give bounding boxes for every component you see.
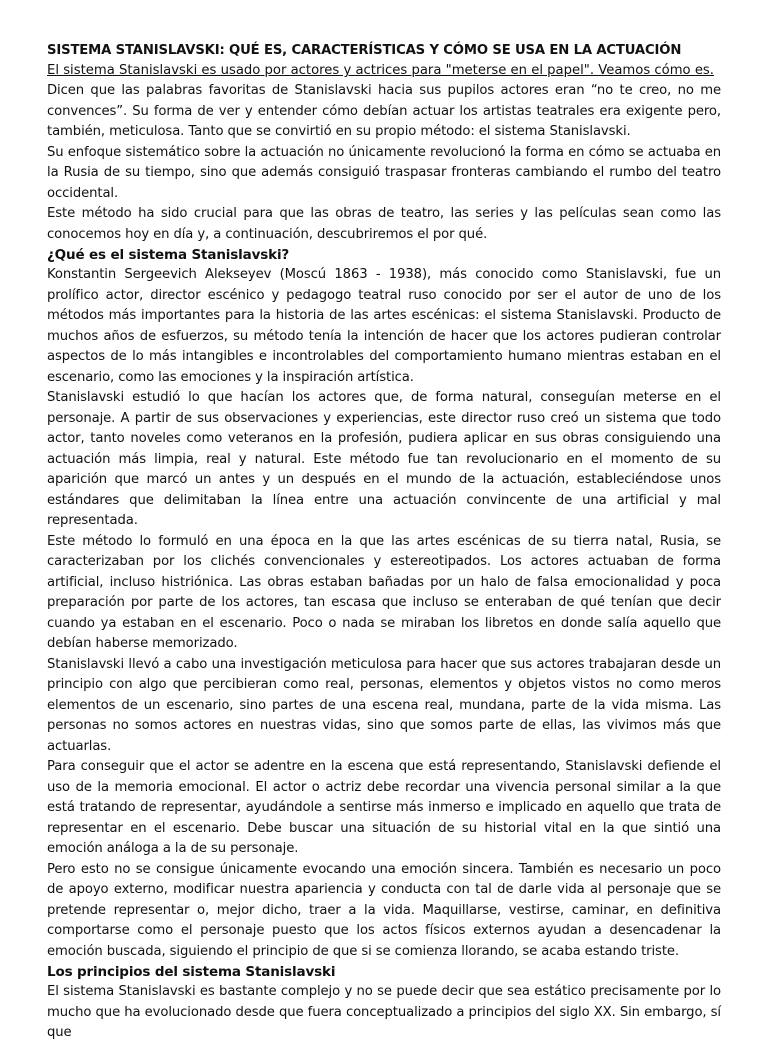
body-paragraph: Para conseguir que el actor se adentre en la escena que está representando, Stanislavski defiende el uso de la memoria emocional. El actor o actriz debe recordar una vivencia personal similar a la que está tratando de representar, ayudándole a sentirse más inmerso e implicado en aquello que trata de representar en el escenario. Debe buscar una situación de su historial vital en la que sintió una emoción análoga a la de su personaje. [47, 759, 721, 857]
body-paragraph: Este método lo formuló en una época en la que las artes escénicas de su tierra natal, Rusia, se caracterizaban por los clichés convencionales y estereotipados. Los actores actuaban de forma artificial, incluso histriónica. Las obras estaban bañadas por un halo de falsa emocionalidad y poca preparación por parte de los actores, tan escasa que incluso se enteraban de qué tenían que decir cuando ya estaban en el escenario. Poco o nada se miraban los libretos en donde salía aquello que debían haberse memorizado. [47, 533, 721, 652]
intro-paragraph: Dicen que las palabras favoritas de Stanislavski hacia sus pupilos actores eran “no te creo, no me convences”. Su forma de ver y entender cómo debían actuar los artistas teatrales era exigente pero, también, meticulosa. Tanto que se convirtió en su propio método: el sistema Stanislavski. [47, 83, 721, 140]
body-paragraph: Stanislavski llevó a cabo una investigación meticulosa para hacer que sus actores trabajaran desde un principio con algo que percibieran como real, personas, elementos y objetos vistos no como meros elementos de un escenario, sino partes de una escena real, mundana, parte de la vida misma. Las personas no somos actores en nuestras vidas, sino que somos parte de ellas, las vivimos más que actuarlas. [47, 656, 721, 754]
document-title: SISTEMA STANISLAVSKI: QUÉ ES, CARACTERÍSTICAS Y CÓMO SE USA EN LA ACTUACIÓN [47, 43, 682, 58]
body-paragraph: Stanislavski estudió lo que hacían los actores que, de forma natural, conseguían meterse en el personaje. A partir de sus observaciones y experiencias, este director ruso creó un sistema que todo actor, tanto noveles como veteranos en la profesión, pudiera aplicar en sus obras consiguiendo una actuación más limpia, real y natural. Este método fue tan revolucionario en el momento de su aparición que marcó un antes y un después en el mundo de la actuación, estableciéndose unos estándares que delimitaban la línea entre una actuación convincente de una artificial y mal representada. [47, 390, 721, 529]
body-paragraph: Pero esto no se consigue únicamente evocando una emoción sincera. También es necesario un poco de apoyo externo, modificar nuestra apariencia y conducta con tal de darle vida al personaje que se pretende representar o, mejor dicho, traer a la vida. Maquillarse, vestirse, caminar, en definitiva comportarse como el personaje puesto que los actos físicos externos ayudan a desencadenar la emoción buscada, siguiendo el principio de que si se comienza llorando, se acaba estando triste. [47, 861, 721, 959]
document-page [47, 41, 721, 1044]
section-heading-principles: Los principios del sistema Stanislavski [47, 964, 336, 981]
intro-paragraph: Este método ha sido crucial para que las obras de teatro, las series y las películas sean como las conocemos hoy en día y, a continuación, descubriremos el por qué. [47, 206, 721, 242]
body-paragraph: Konstantin Sergeevich Alekseyev (Moscú 1863 - 1938), más conocido como Stanislavski, fue un prolífico actor, director escénico y pedagogo teatral ruso conocido por ser el autor de uno de los métodos más importantes para la historia de las artes escénicas: el sistema Stanislavski. Producto de muchos años de esfuerzos, su método tenía la intención de hacer que los actores pudieran controlar aspectos de lo más intangibles e incontrolables del comportamiento humano mientras estaban en el escenario, como las emociones y la inspiración artística. [47, 267, 721, 385]
document-subtitle: El sistema Stanislavski es usado por actores y actrices para "meterse en el papel". Veamos cómo es. [47, 63, 714, 78]
intro-paragraph: Su enfoque sistemático sobre la actuación no únicamente revolucionó la forma en cómo se actuaba en la Rusia de su tiempo, sino que además consiguió traspasar fronteras cambiando el rumbo del teatro occidental. [47, 144, 721, 201]
section-heading-what-is: ¿Qué es el sistema Stanislavski? [47, 247, 290, 264]
body-paragraph: El sistema Stanislavski es bastante complejo y no se puede decir que sea estático precisamente por lo mucho que ha evolucionado desde que fuera conceptualizado a principios del siglo XX. Sin embargo, sí que [47, 984, 721, 1041]
